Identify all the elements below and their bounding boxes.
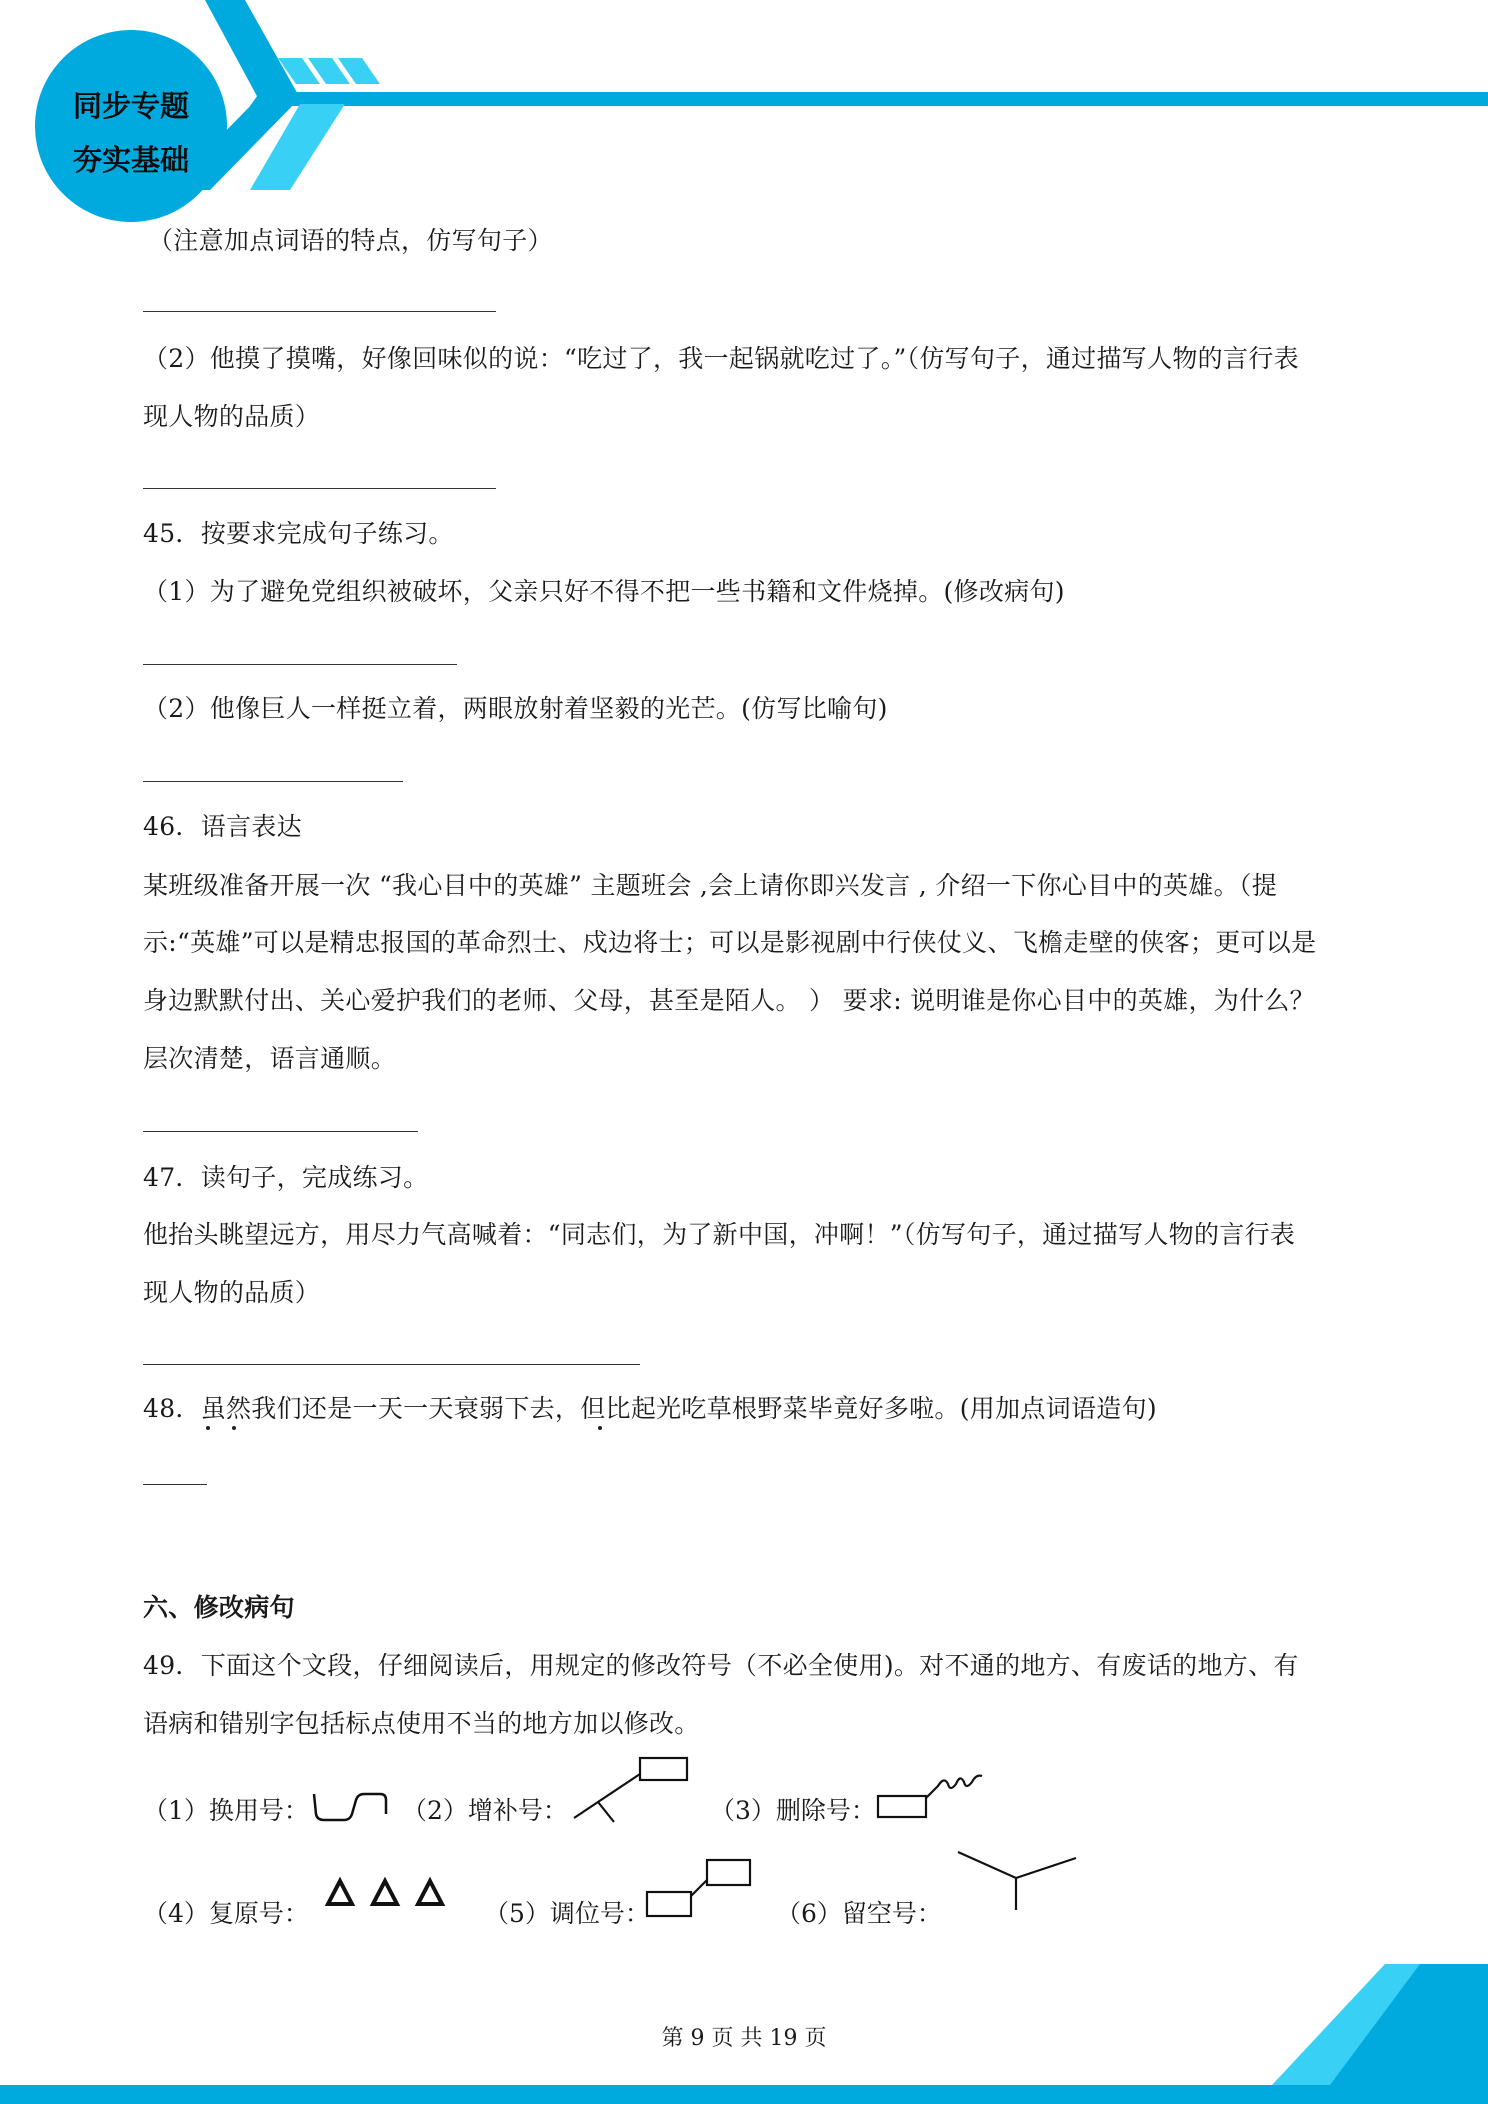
answer-blank: [143, 664, 457, 665]
badge-line-1: 同步专题: [72, 89, 189, 123]
answer-blank: [143, 781, 403, 782]
emphasis-dot: [206, 1426, 210, 1430]
section-heading: 六、修改病句: [143, 1593, 295, 1622]
symbol-label-restore: （4）复原号：: [143, 1899, 309, 1928]
question-46-para: 示:“英雄”可以是精忠报国的革命烈士、戍边将士；可以是影视剧中行侠仗义、飞檐走壁的侠客；更可以是: [143, 928, 1317, 957]
question-45-1: （1）为了避免党组织被破坏，父亲只好不得不把一些书籍和文件烧掉。(修改病句): [143, 577, 1065, 606]
answer-blank: [143, 1364, 640, 1365]
answer-blank: [143, 1484, 207, 1485]
emphasis-dot: [232, 1426, 236, 1430]
question-48: 48．虽然我们还是一天一天衰弱下去，但比起光吃草根野菜毕竟好多啦。(用加点词语造句): [143, 1394, 1157, 1423]
question-49: 49．下面这个文段，仔细阅读后，用规定的修改符号（不必全使用)。对不通的地方、有废话的地方、有: [143, 1651, 1299, 1680]
question-45-2: （2）他像巨人一样挺立着，两眼放射着坚毅的光芒。(仿写比喻句): [143, 694, 888, 723]
badge-line-2: 夯实基础: [72, 143, 189, 177]
question-46-para: 身边默默付出、关心爱护我们的老师、父母，甚至是陌人。 ） 要求: 说明谁是你心目中的英雄，为什么？: [143, 986, 1315, 1015]
symbol-label-replace: （1）换用号：: [143, 1796, 309, 1825]
instruction-text: （注意加点词语的特点，仿写句子）: [148, 226, 553, 255]
answer-blank: [143, 488, 496, 489]
symbol-label-delete: （3）删除号：: [710, 1796, 876, 1825]
delete-mark-icon: [872, 1766, 992, 1822]
insert-mark-icon: [568, 1752, 693, 1832]
emphasis-dot: [598, 1426, 602, 1430]
question-49-cont: 语病和错别字包括标点使用不当的地方加以修改。: [143, 1709, 700, 1738]
page-number: 第 9 页 共 19 页: [661, 2026, 827, 2051]
header-badge: [35, 30, 227, 222]
symbol-label-insert: （2）增补号：: [402, 1796, 568, 1825]
question-46: 46．语言表达: [143, 812, 302, 841]
symbol-label-transpose: （5）调位号：: [484, 1899, 650, 1928]
replace-mark-icon: [310, 1790, 392, 1824]
symbol-label-space: （6）留空号：: [776, 1899, 942, 1928]
question-45: 45．按要求完成句子练习。: [143, 519, 454, 548]
question-47-para: 现人物的品质）: [143, 1278, 321, 1307]
question-47-para: 他抬头眺望远方，用尽力气高喊着：“同志们，为了新中国，冲啊！”（仿写句子，通过描写人物的言行表: [143, 1220, 1296, 1249]
footer-banner: [0, 1950, 1488, 2104]
answer-blank: [143, 1131, 418, 1132]
restore-mark-icon: [322, 1876, 452, 1910]
question-46-para: 某班级准备开展一次 “我心目中的英雄” 主题班会 ,会上请你即兴发言 , 介绍一下你心目中的英雄。（提: [143, 871, 1277, 900]
sub-question-2: （2）他摸了摸嘴，好像回味似的说：“吃过了，我一起锅就吃过了。”（仿写句子，通过描写人物的言行表: [143, 344, 1299, 373]
space-mark-icon: [954, 1848, 1080, 1912]
sub-question-2-cont: 现人物的品质）: [143, 402, 321, 431]
answer-blank: [143, 311, 496, 312]
question-46-para: 层次清楚，语言通顺。: [143, 1044, 397, 1073]
question-47: 47．读句子，完成练习。: [143, 1163, 429, 1192]
transpose-mark-icon: [643, 1856, 755, 1926]
